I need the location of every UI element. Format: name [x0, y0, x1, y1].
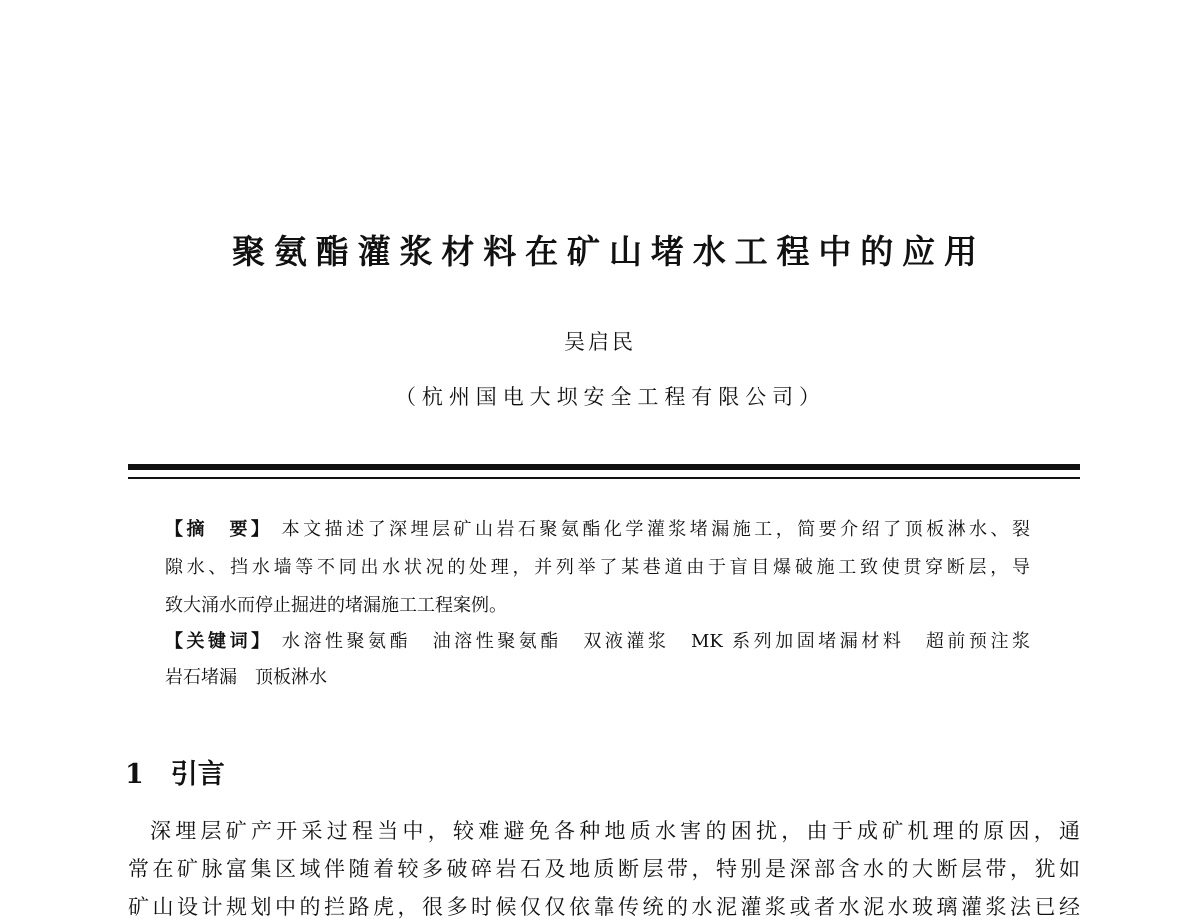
keywords-line-1: 【关键词】 水溶性聚氨酯 油溶性聚氨酯 双液灌浆 MK 系列加固堵漏材料 超前预注浆: [165, 631, 1030, 652]
header-rule-thin: [128, 477, 1080, 479]
body-line-3: 矿山设计规划中的拦路虎，很多时候仅仅依靠传统的水泥灌浆或者水泥水玻璃灌浆法已经: [128, 895, 1080, 919]
abstract-label: 【摘 要】: [165, 519, 273, 540]
body-line-2: 常在矿脉富集区域伴随着较多破碎岩石及地质断层带，特别是深部含水的大断层带，犹如: [128, 857, 1080, 881]
keywords-line-2: 岩石堵漏 顶板淋水: [165, 667, 327, 688]
body-line-1: 深埋层矿产开采过程当中，较难避免各种地质水害的困扰，由于成矿机理的原因，通: [150, 819, 1080, 843]
section-heading: 1 引言: [125, 759, 225, 790]
author: 吴启民: [564, 330, 636, 354]
keywords-label: 【关键词】: [165, 631, 273, 652]
abstract-line-1: 【摘 要】 本文描述了深埋层矿山岩石聚氨酯化学灌浆堵漏施工，简要介绍了顶板淋水、裂: [165, 519, 1031, 540]
header-rule-thick: [128, 464, 1080, 470]
abstract-line-3: 致大涌水而停止掘进的堵漏施工工程案例。: [165, 595, 507, 616]
paper-title: 聚氨酯灌浆材料在矿山堵水工程中的应用: [232, 232, 977, 271]
affiliation: （杭州国电大坝安全工程有限公司）: [395, 385, 820, 409]
abstract-line-2: 隙水、挡水墙等不同出水状况的处理，并列举了某巷道由于盲目爆破施工致使贯穿断层，导: [165, 557, 1030, 578]
